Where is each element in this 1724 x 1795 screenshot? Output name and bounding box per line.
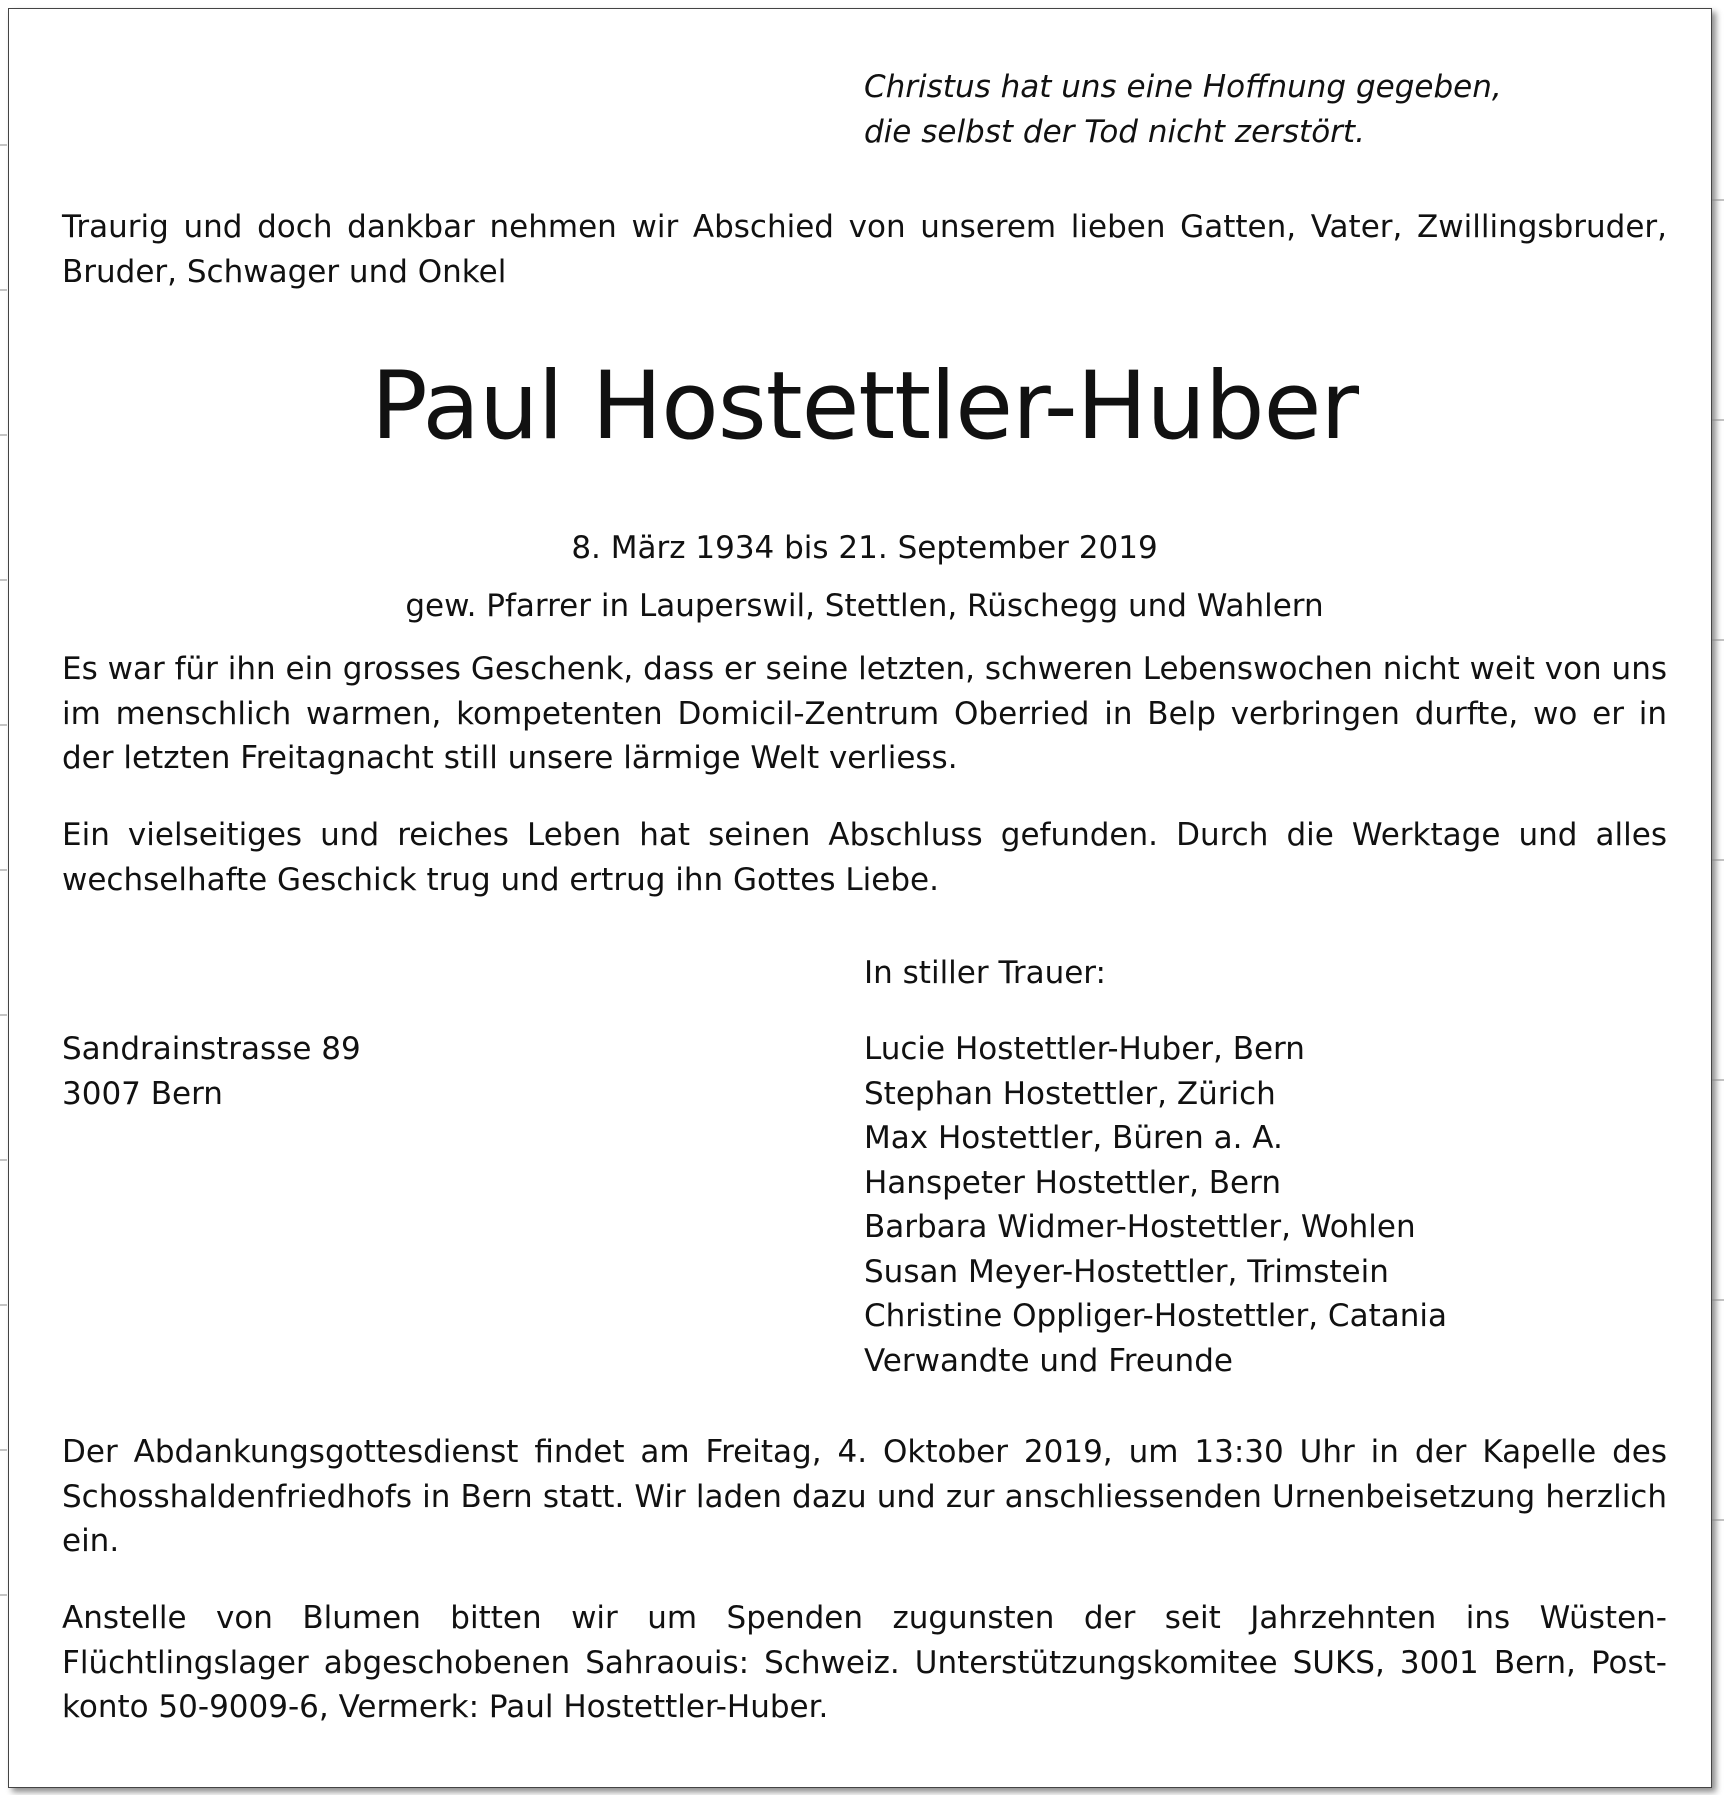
mourner-name: Barbara Widmer-Hostettler, Wohlen — [864, 1209, 1416, 1245]
quote-line-1: Christus hat uns eine Hoffnung gegeben, — [864, 69, 1502, 105]
deceased-name: Paul Hostettler-Huber — [370, 352, 1359, 461]
quote-line-2: die selbst der Tod nicht zerstört. — [864, 114, 1365, 150]
intro-text: Traurig und doch dankbar nehmen wir Abschied von unserem lieben Gatten, Vater, Zwillingsbruder, Bruder, Schwager und Onkel — [62, 209, 1667, 290]
mourners-list — [864, 1027, 1447, 1383]
life-dates: 8. März 1934 bis 21. September 2019 — [571, 530, 1158, 566]
mourner-name: Christine Oppliger-Hostettler, Catania — [864, 1298, 1447, 1334]
mourner-name: Stephan Hostettler, Zürich — [864, 1075, 1276, 1112]
mourner-name: Hanspeter Hostettler, Bern — [864, 1164, 1281, 1201]
address-city: 3007 Bern — [62, 1075, 223, 1112]
mourner-name: Max Hostettler, Büren a. A. — [864, 1120, 1283, 1156]
paragraph-last-weeks: Es war für ihn ein grosses Geschenk, dass er seine letzten, schweren Lebenswochen nicht weit von uns im menschlich warmen, kompetenten Domicil-Zentrum Oberried in Belp verbringen durfte, wo er in der letzten Freitagnacht still unsere lärmige Welt verliess. — [62, 651, 1667, 776]
paragraph-life: Ein vielseitiges und reiches Leben hat seinen Abschluss gefunden. Durch die Werktage und alles wechselhafte Geschick trug und ertrug ihn Gottes Liebe. — [62, 817, 1667, 898]
mourner-name: Susan Meyer-Hostettler, Trimstein — [864, 1253, 1389, 1290]
mourning-heading: In stiller Trauer: — [864, 955, 1106, 991]
mourner-name: Lucie Hostettler-Huber, Bern — [864, 1031, 1305, 1067]
family-address — [62, 1027, 361, 1116]
bible-quote — [864, 65, 1502, 155]
funeral-service-notice: Der Abdankungsgottesdienst findet am Freitag, 4. Oktober 2019, um 13:30 Uhr in der Kapelle des Schosshaldenfriedhofs in Bern statt. Wir laden dazu und zur anschliessenden Urnenbeisetzung herzlich ein. — [62, 1434, 1667, 1559]
profession-line: gew. Pfarrer in Lauperswil, Stettlen, Rüschegg und Wahlern — [405, 588, 1324, 624]
mourner-name: Verwandte und Freunde — [864, 1342, 1233, 1379]
address-street: Sandrainstrasse 89 — [62, 1031, 361, 1067]
donation-notice: Anstelle von Blumen bitten wir um Spenden zugunsten der seit Jahrzehnten ins Wüsten-Flüchtlingslager abgeschobenen Sahraouis: Schweiz. Unterstützungskomitee SUKS, 3001 Bern, Post-konto 50-9009-6, Vermerk: Paul Hostettler-Huber. — [62, 1600, 1667, 1725]
